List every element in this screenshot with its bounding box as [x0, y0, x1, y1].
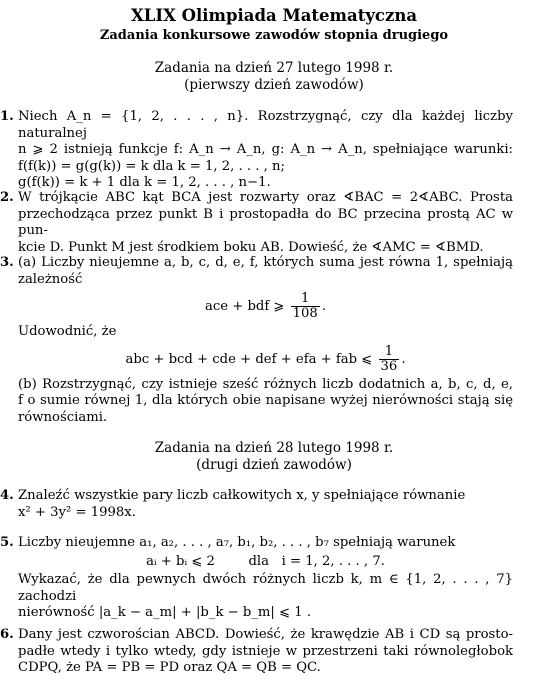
problem-number: 2. [0, 190, 14, 205]
problem-number: 5. [0, 535, 14, 550]
problem-4 [0, 488, 513, 521]
problem-line: f(f(k)) = g(g(k)) = k dla k = 1, 2, . . . , n; [18, 158, 285, 174]
problem-line: f o sumie równej 1, dla których obie napisane wyżej nierówności stają się [18, 393, 513, 408]
equation-3: aᵢ + bᵢ ⩽ 2 dla i = 1, 2, . . . , 7. [146, 553, 385, 569]
problem-line: W trójkącie ABC kąt BCA jest rozwarty oraz ∢BAC = 2∢ABC. Prosta [18, 190, 513, 205]
day1-header [0, 60, 548, 94]
fraction-numerator: 1 [291, 292, 320, 307]
problem-line: zależność [18, 271, 83, 287]
fraction-denominator: 36 [380, 358, 398, 374]
problem-line: Niech A_n = {1, 2, . . . , n}. Rozstrzygnąć, czy dla każdej liczby naturalnej [18, 109, 513, 141]
problem-line: Udowodnić, że [18, 324, 117, 339]
problem-line: n ⩾ 2 istnieją funkcje f: A_n → A_n, g: A_n → A_n, spełniające warunki: [18, 142, 513, 157]
equation-1 [18, 292, 513, 321]
problem-number: 4. [0, 488, 14, 503]
problem-line: (b) Rozstrzygnąć, czy istnieje sześć różnych liczb dodatnich a, b, c, d, e, [18, 376, 513, 392]
problem-line: Dany jest czworościan ABCD. Dowieść, że krawędzie AB i CD są prosto- [18, 627, 513, 642]
fraction [291, 292, 320, 321]
day2-date: Zadania na dzień 28 lutego 1998 r. [154, 440, 394, 456]
problem-line: równościami. [18, 409, 108, 425]
problem-2 [0, 190, 513, 256]
problem-line: przechodząca przez punkt B i prostopadła do BC przecina prostą AC w pun- [18, 206, 513, 238]
problem-line: kcie D. Punkt M jest środkiem boku AB. Dowieść, że ∢AMC = ∢BMD. [18, 239, 484, 255]
problem-line: nierówność |a_k − a_m| + |b_k − b_m| ⩽ 1 . [18, 605, 312, 620]
day2-label: (drugi dzień zawodów) [196, 457, 352, 473]
problem-5 [0, 535, 513, 622]
fraction-numerator: 1 [379, 345, 400, 360]
page-title: XLIX Olimpiada Matematyczna [130, 6, 418, 25]
equation-end: . [401, 351, 406, 367]
problem-number: 6. [0, 627, 14, 642]
problem-6 [0, 627, 513, 677]
problem-number: 3. [0, 255, 14, 270]
day2-header [0, 440, 548, 474]
day1-label: (pierwszy dzień zawodów) [184, 77, 364, 93]
equation-lhs: ace + bdf ⩾ [204, 299, 285, 314]
problem-line: padłe wtedy i tylko wtedy, gdy istnieje w przestrzeni taki równoległobok [18, 643, 513, 659]
problem-number: 1. [0, 109, 14, 124]
fraction-denominator: 108 [292, 306, 318, 321]
problem-line: Znaleźć wszystkie pary liczb całkowitych x, y spełniające równanie [18, 488, 466, 503]
day1-date: Zadania na dzień 27 lutego 1998 r. [154, 60, 394, 76]
problem-line: CDPQ, że PA = PB = PD oraz QA = QB = QC. [18, 660, 321, 675]
problem-line: g(f(k)) = k + 1 dla k = 1, 2, . . . , n−1. [18, 175, 271, 190]
problem-line: (a) Liczby nieujemne a, b, c, d, e, f, których suma jest równa 1, spełniają [18, 255, 513, 270]
equation-lhs: abc + bcd + cde + def + efa + fab ⩽ [125, 351, 373, 367]
page-subtitle: Zadania konkursowe zawodów stopnia drugiego [99, 28, 449, 43]
problem-line: Wykazać, że dla pewnych dwóch różnych liczb k, m ∈ {1, 2, . . . , 7} zachodzi [18, 572, 513, 604]
problem-3 [0, 255, 513, 426]
equation-2 [18, 345, 513, 374]
problem-line: x² + 3y² = 1998x. [18, 504, 136, 520]
fraction [379, 345, 400, 374]
problem-line: Liczby nieujemne a₁, a₂, . . . , a₇, b₁, b₂, . . . , b₇ spełniają warunek [18, 535, 456, 550]
equation-end: . [321, 299, 327, 314]
problem-1 [0, 109, 513, 192]
